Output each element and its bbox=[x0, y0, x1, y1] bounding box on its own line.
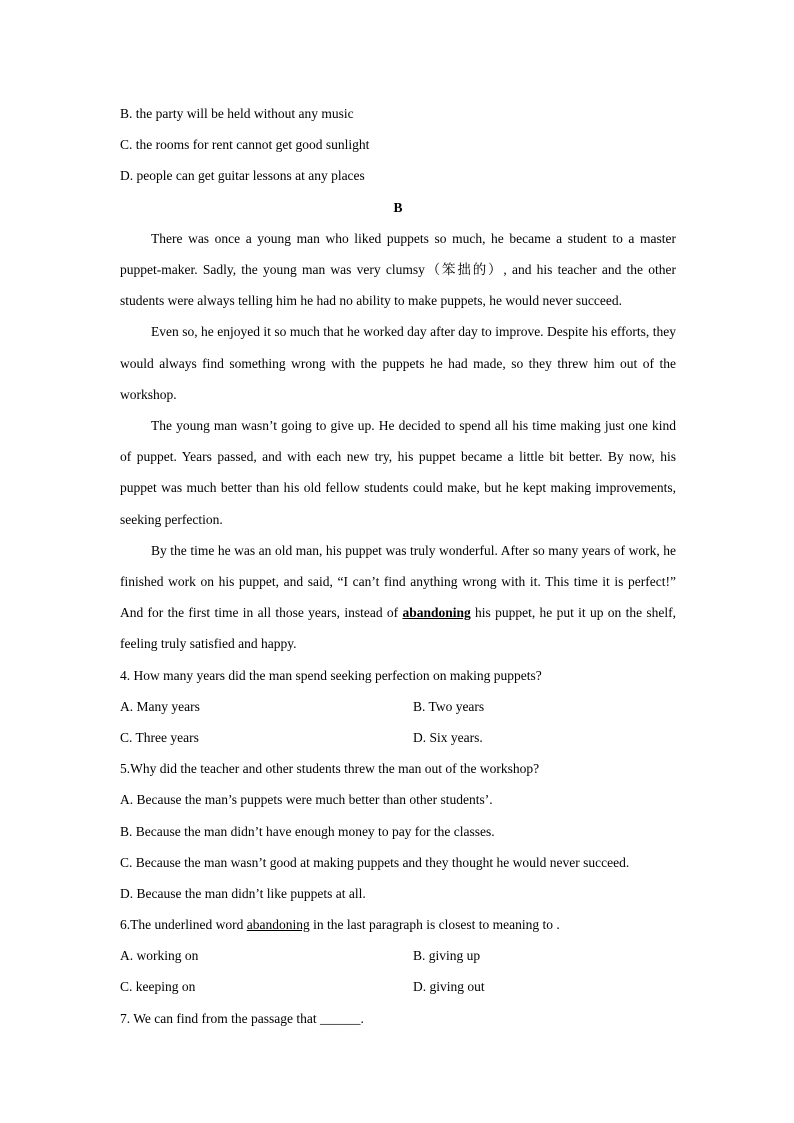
paragraph-1: There was once a young man who liked puppets so much, he became a student to a master puppet-maker. Sadly, the young man was very clumsy（笨拙的）, and his teacher and the other students were always telling him he had no ability to make puppets, he would never succeed. bbox=[120, 230, 676, 309]
question-4-option-a: A. Many years bbox=[120, 698, 200, 714]
option-b-prev: B. the party will be held without any music bbox=[120, 106, 354, 121]
option-d-prev: D. people can get guitar lessons at any places bbox=[120, 168, 365, 184]
question-7-stem: 7. We can find from the passage that ______. bbox=[120, 1010, 364, 1026]
question-6-option-a: A. working on bbox=[120, 948, 199, 964]
question-6-stem-part2: in the last paragraph is closest to meaning to . bbox=[309, 917, 560, 933]
paragraph-4-part1: By the time he was an old man, his puppet was truly wonderful. After so many years of work, he finished work on his puppet, and said, “I can’t find anything wrong with it. This time it is perfect!” And for the first time in all those years, instead of bbox=[120, 542, 676, 621]
question-6-option-b: B. giving up bbox=[413, 948, 481, 964]
underlined-word: abandoning bbox=[402, 605, 471, 621]
paragraph-3: The young man wasn’t going to give up. He decided to spend all his time making just one kind of puppet. Years passed, and with each new try, his puppet became a little bit better. By now, his puppet was much better than his old fellow students could make, but he kept making improvements, seeking perfection. bbox=[120, 417, 676, 527]
paragraph-2: Even so, he enjoyed it so much that he worked day after day to improve. Despite his efforts, they would always find something wrong with the puppets he had made, so they threw him out of the workshop. bbox=[120, 324, 676, 402]
question-6-options-row-2 bbox=[120, 971, 676, 1002]
question-6-stem bbox=[120, 909, 676, 940]
document-content bbox=[120, 98, 676, 1034]
question-5-option-a: A. Because the man’s puppets were much better than other students’. bbox=[120, 792, 493, 808]
paragraph-4 bbox=[120, 535, 676, 660]
question-4-option-c: C. Three years bbox=[120, 729, 199, 745]
question-4-options-row-1 bbox=[120, 691, 676, 722]
question-4-option-b: B. Two years bbox=[413, 698, 485, 714]
question-6-underlined-word: abandoning bbox=[246, 917, 310, 933]
question-5-option-c: C. Because the man wasn’t good at making puppets and they thought he would never succeed. bbox=[120, 854, 630, 870]
question-4-option-d: D. Six years. bbox=[413, 729, 483, 745]
question-4-options-row-2 bbox=[120, 722, 676, 753]
section-label: B bbox=[393, 199, 403, 215]
question-6-option-d: D. giving out bbox=[413, 979, 485, 995]
question-5-option-d: D. Because the man didn’t like puppets at all. bbox=[120, 885, 366, 901]
question-4-stem: 4. How many years did the man spend seeking perfection on making puppets? bbox=[120, 667, 542, 683]
question-5-stem: 5.Why did the teacher and other students threw the man out of the workshop? bbox=[120, 761, 540, 777]
question-6-options-row-1 bbox=[120, 940, 676, 971]
question-6-stem-part1: 6.The underlined word bbox=[120, 917, 247, 933]
question-5-option-b: B. Because the man didn’t have enough money to pay for the classes. bbox=[120, 823, 495, 839]
option-c-prev: C. the rooms for rent cannot get good sunlight bbox=[120, 137, 370, 153]
question-6-option-c: C. keeping on bbox=[120, 979, 196, 995]
paragraph-4-part2: his puppet, he put it up on the shelf, feeling truly satisfied and happy. bbox=[120, 605, 676, 652]
